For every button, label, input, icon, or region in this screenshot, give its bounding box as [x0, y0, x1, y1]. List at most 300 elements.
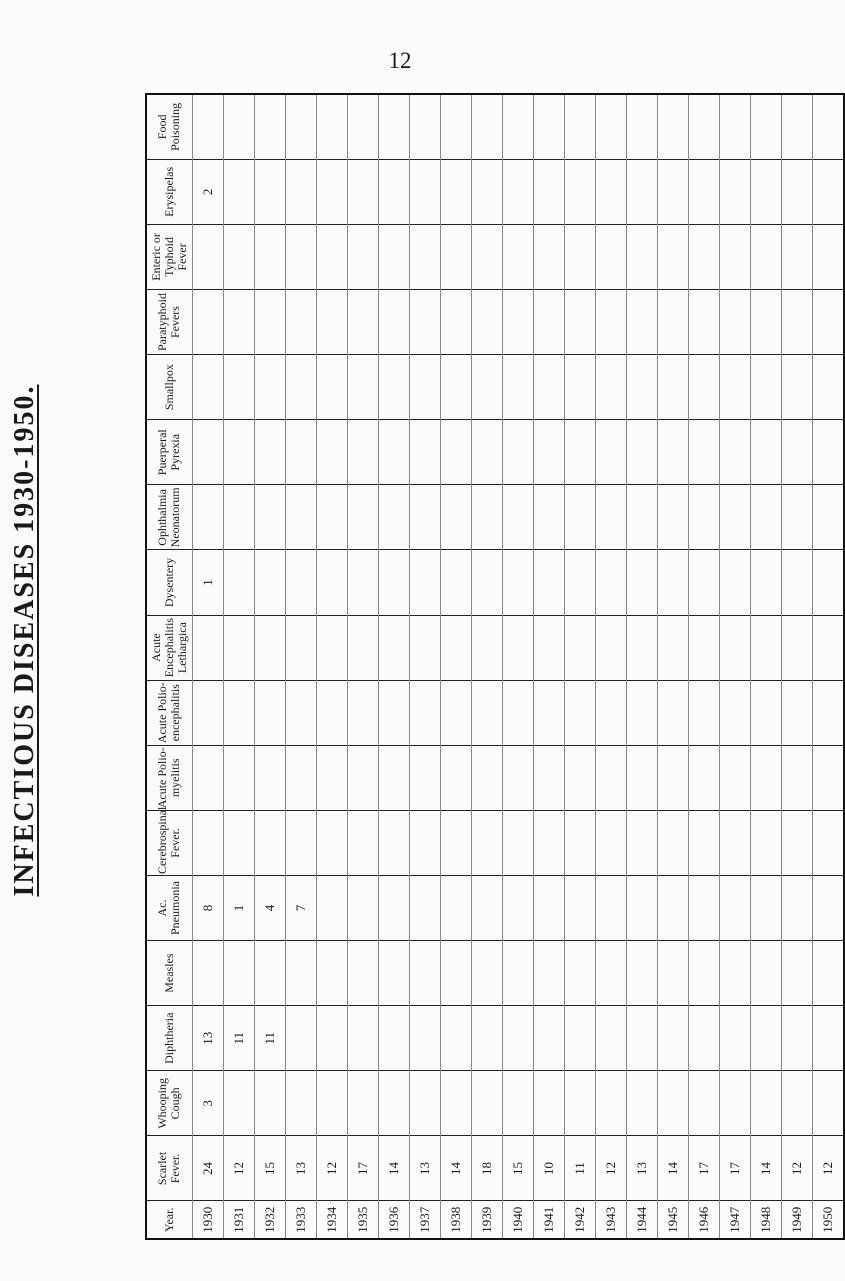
- column-header-polio: [146, 745, 192, 810]
- table-cell-pneumonia: 7: [285, 875, 316, 940]
- table-cell-polio: [440, 745, 471, 810]
- table-cell-dysentery: [347, 550, 378, 615]
- table-cell-smallpox: [192, 355, 223, 420]
- table-cell-puerperal: [223, 420, 254, 485]
- table-cell-measles: [192, 941, 223, 1006]
- table-cell-ophthalmia: [471, 485, 502, 550]
- table-cell-polio: [533, 745, 564, 810]
- table-cell-year: 1948: [750, 1201, 781, 1239]
- infectious-diseases-table: [145, 93, 845, 1240]
- table-cell-year: 1945: [657, 1201, 688, 1239]
- column-header-whooping: [146, 1071, 192, 1136]
- table-cell-pneumonia: [533, 875, 564, 940]
- table-cell-food_poisoning: [409, 94, 440, 159]
- table-row: [812, 94, 844, 1239]
- table-cell-dysentery: 1: [192, 550, 223, 615]
- column-header-label: Diphtheria: [161, 1012, 176, 1064]
- table-cell-year: 1930: [192, 1201, 223, 1239]
- table-cell-puerperal: [471, 420, 502, 485]
- table-cell-cerebrospinal: [812, 810, 844, 875]
- table-cell-paratyphoid: [440, 289, 471, 354]
- table-cell-scarlet: 15: [254, 1136, 285, 1201]
- table-cell-scarlet: 17: [347, 1136, 378, 1201]
- side-title: INFECTIOUS DISEASES 1930-1950.: [9, 384, 40, 897]
- table-cell-pneumonia: [378, 875, 409, 940]
- table-cell-puerperal: [688, 420, 719, 485]
- table-cell-puerperal: [440, 420, 471, 485]
- column-header-encephalitis_lethargica: [146, 615, 192, 680]
- table-cell-measles: [657, 941, 688, 1006]
- table-cell-ophthalmia: [254, 485, 285, 550]
- table-cell-enteric: [316, 224, 347, 289]
- table-cell-pneumonia: [440, 875, 471, 940]
- table-cell-erysipelas: [285, 159, 316, 224]
- table-cell-smallpox: [254, 355, 285, 420]
- table-cell-paratyphoid: [626, 289, 657, 354]
- table-cell-dysentery: [812, 550, 844, 615]
- table-cell-pneumonia: [781, 875, 812, 940]
- column-header-year: [146, 1201, 192, 1239]
- table-cell-cerebrospinal: [471, 810, 502, 875]
- column-header-label: Ophthalmia Neonatorum: [155, 487, 183, 548]
- table-cell-smallpox: [688, 355, 719, 420]
- table-cell-encephalitis_lethargica: [347, 615, 378, 680]
- table-cell-ophthalmia: [719, 485, 750, 550]
- table-cell-encephalitis: [192, 680, 223, 745]
- table-cell-whooping: [750, 1071, 781, 1136]
- table-cell-cerebrospinal: [750, 810, 781, 875]
- table-cell-smallpox: [812, 355, 844, 420]
- table-cell-smallpox: [440, 355, 471, 420]
- table-cell-cerebrospinal: [223, 810, 254, 875]
- table-cell-encephalitis: [440, 680, 471, 745]
- table-row: [564, 94, 595, 1239]
- table-cell-encephalitis_lethargica: [533, 615, 564, 680]
- table-cell-scarlet: 12: [781, 1136, 812, 1201]
- column-header-puerperal: [146, 420, 192, 485]
- table-cell-encephalitis: [378, 680, 409, 745]
- table-cell-dysentery: [564, 550, 595, 615]
- table-cell-paratyphoid: [502, 289, 533, 354]
- table-cell-year: 1942: [564, 1201, 595, 1239]
- table-cell-encephalitis_lethargica: [316, 615, 347, 680]
- table-cell-whooping: [657, 1071, 688, 1136]
- table-cell-cerebrospinal: [285, 810, 316, 875]
- column-header-label: Food Poisoning: [155, 102, 183, 151]
- table-cell-encephalitis_lethargica: [688, 615, 719, 680]
- table-cell-dysentery: [378, 550, 409, 615]
- column-header-label: Erysipelas: [161, 166, 176, 217]
- table-cell-smallpox: [626, 355, 657, 420]
- column-header-erysipelas: [146, 159, 192, 224]
- table-cell-paratyphoid: [719, 289, 750, 354]
- table-cell-encephalitis: [254, 680, 285, 745]
- table-cell-erysipelas: [378, 159, 409, 224]
- table-cell-whooping: [595, 1071, 626, 1136]
- table-cell-year: 1941: [533, 1201, 564, 1239]
- table-cell-scarlet: 13: [626, 1136, 657, 1201]
- table-cell-cerebrospinal: [595, 810, 626, 875]
- table-cell-paratyphoid: [347, 289, 378, 354]
- table-cell-ophthalmia: [378, 485, 409, 550]
- table-cell-measles: [564, 941, 595, 1006]
- table-row: [223, 94, 254, 1239]
- table-cell-year: 1933: [285, 1201, 316, 1239]
- table-cell-puerperal: [254, 420, 285, 485]
- table-cell-polio: [223, 745, 254, 810]
- table-cell-year: 1946: [688, 1201, 719, 1239]
- table-cell-diphtheria: [347, 1006, 378, 1071]
- column-header-measles: [146, 941, 192, 1006]
- table-cell-puerperal: [719, 420, 750, 485]
- table-cell-pneumonia: [719, 875, 750, 940]
- table-cell-encephalitis: [502, 680, 533, 745]
- table-cell-polio: [781, 745, 812, 810]
- column-header-paratyphoid: [146, 289, 192, 354]
- table-cell-year: 1949: [781, 1201, 812, 1239]
- table-cell-encephalitis: [688, 680, 719, 745]
- table-cell-cerebrospinal: [626, 810, 657, 875]
- table-cell-whooping: [440, 1071, 471, 1136]
- table-cell-erysipelas: [626, 159, 657, 224]
- table-cell-encephalitis: [781, 680, 812, 745]
- table-cell-erysipelas: [254, 159, 285, 224]
- table-cell-pneumonia: [750, 875, 781, 940]
- table-cell-diphtheria: [781, 1006, 812, 1071]
- table-cell-paratyphoid: [192, 289, 223, 354]
- table-cell-enteric: [409, 224, 440, 289]
- table-cell-ophthalmia: [347, 485, 378, 550]
- table-cell-enteric: [223, 224, 254, 289]
- table-cell-puerperal: [409, 420, 440, 485]
- table-row: [409, 94, 440, 1239]
- table-cell-enteric: [378, 224, 409, 289]
- table-row: [781, 94, 812, 1239]
- table-cell-encephalitis_lethargica: [781, 615, 812, 680]
- table-cell-smallpox: [347, 355, 378, 420]
- table-cell-erysipelas: [471, 159, 502, 224]
- table-cell-encephalitis_lethargica: [719, 615, 750, 680]
- table-cell-scarlet: 14: [750, 1136, 781, 1201]
- table-cell-measles: [533, 941, 564, 1006]
- table-cell-puerperal: [533, 420, 564, 485]
- table-cell-measles: [378, 941, 409, 1006]
- table-cell-enteric: [626, 224, 657, 289]
- table-cell-food_poisoning: [750, 94, 781, 159]
- table-cell-encephalitis_lethargica: [626, 615, 657, 680]
- table-cell-whooping: [347, 1071, 378, 1136]
- table-cell-scarlet: 13: [409, 1136, 440, 1201]
- table-cell-pneumonia: [347, 875, 378, 940]
- table-cell-encephalitis: [347, 680, 378, 745]
- table-cell-puerperal: [750, 420, 781, 485]
- table-cell-whooping: [409, 1071, 440, 1136]
- table-cell-food_poisoning: [719, 94, 750, 159]
- table-cell-diphtheria: [533, 1006, 564, 1071]
- column-header-label: Measles: [161, 953, 176, 993]
- table-cell-dysentery: [781, 550, 812, 615]
- table-cell-dysentery: [409, 550, 440, 615]
- table-cell-polio: [254, 745, 285, 810]
- table-cell-polio: [626, 745, 657, 810]
- table-cell-enteric: [347, 224, 378, 289]
- table-cell-food_poisoning: [192, 94, 223, 159]
- table-cell-whooping: [316, 1071, 347, 1136]
- table-cell-encephalitis_lethargica: [409, 615, 440, 680]
- table-cell-food_poisoning: [471, 94, 502, 159]
- table-cell-enteric: [285, 224, 316, 289]
- table-row: [595, 94, 626, 1239]
- table-cell-erysipelas: [781, 159, 812, 224]
- table-cell-whooping: [502, 1071, 533, 1136]
- table-cell-scarlet: 14: [440, 1136, 471, 1201]
- column-header-diphtheria: [146, 1006, 192, 1071]
- table-cell-enteric: [564, 224, 595, 289]
- table-cell-measles: [688, 941, 719, 1006]
- table-cell-measles: [626, 941, 657, 1006]
- table-cell-whooping: [533, 1071, 564, 1136]
- table-cell-diphtheria: [285, 1006, 316, 1071]
- table-cell-measles: [719, 941, 750, 1006]
- table-cell-encephalitis_lethargica: [285, 615, 316, 680]
- table-cell-smallpox: [502, 355, 533, 420]
- table-cell-measles: [595, 941, 626, 1006]
- table-cell-encephalitis_lethargica: [440, 615, 471, 680]
- table-cell-food_poisoning: [812, 94, 844, 159]
- table-cell-polio: [564, 745, 595, 810]
- table-cell-puerperal: [657, 420, 688, 485]
- table-cell-paratyphoid: [595, 289, 626, 354]
- table-header-row: [146, 94, 192, 1239]
- table-row: [471, 94, 502, 1239]
- table-cell-erysipelas: [657, 159, 688, 224]
- table-cell-diphtheria: [595, 1006, 626, 1071]
- table-cell-enteric: [657, 224, 688, 289]
- table-cell-diphtheria: [564, 1006, 595, 1071]
- table-cell-dysentery: [254, 550, 285, 615]
- table-cell-smallpox: [316, 355, 347, 420]
- table-cell-puerperal: [378, 420, 409, 485]
- table-cell-cerebrospinal: [347, 810, 378, 875]
- table-row: [626, 94, 657, 1239]
- table-row: [502, 94, 533, 1239]
- table-cell-encephalitis_lethargica: [192, 615, 223, 680]
- table-cell-erysipelas: [440, 159, 471, 224]
- table-cell-year: 1947: [719, 1201, 750, 1239]
- table-cell-dysentery: [471, 550, 502, 615]
- table-cell-encephalitis_lethargica: [595, 615, 626, 680]
- table-cell-dysentery: [657, 550, 688, 615]
- table-cell-measles: [254, 941, 285, 1006]
- column-header-scarlet: [146, 1136, 192, 1201]
- page-number: 12: [388, 48, 412, 73]
- table-cell-dysentery: [626, 550, 657, 615]
- table-cell-food_poisoning: [347, 94, 378, 159]
- table-cell-paratyphoid: [378, 289, 409, 354]
- table-cell-encephalitis_lethargica: [378, 615, 409, 680]
- table-cell-dysentery: [316, 550, 347, 615]
- table-cell-dysentery: [223, 550, 254, 615]
- table-cell-ophthalmia: [285, 485, 316, 550]
- table-cell-diphtheria: [502, 1006, 533, 1071]
- table-cell-pneumonia: [595, 875, 626, 940]
- column-header-encephalitis: [146, 680, 192, 745]
- table-cell-paratyphoid: [471, 289, 502, 354]
- table-cell-enteric: [719, 224, 750, 289]
- table-cell-puerperal: [192, 420, 223, 485]
- column-header-label: Enteric or Typhoid Fever: [148, 233, 189, 281]
- table-cell-cerebrospinal: [533, 810, 564, 875]
- table-cell-scarlet: 12: [812, 1136, 844, 1201]
- table-cell-measles: [347, 941, 378, 1006]
- table-row: [254, 94, 285, 1239]
- table-cell-whooping: [719, 1071, 750, 1136]
- table-cell-polio: [750, 745, 781, 810]
- table-cell-scarlet: 17: [719, 1136, 750, 1201]
- table-cell-food_poisoning: [254, 94, 285, 159]
- table-cell-whooping: [564, 1071, 595, 1136]
- table-cell-polio: [471, 745, 502, 810]
- table-cell-measles: [223, 941, 254, 1006]
- column-header-label: Scarlet Fever.: [155, 1151, 183, 1186]
- table-row: [719, 94, 750, 1239]
- table-cell-ophthalmia: [595, 485, 626, 550]
- table-cell-pneumonia: 1: [223, 875, 254, 940]
- table-cell-polio: [409, 745, 440, 810]
- table-cell-puerperal: [781, 420, 812, 485]
- column-header-smallpox: [146, 355, 192, 420]
- table-cell-paratyphoid: [564, 289, 595, 354]
- table-cell-enteric: [440, 224, 471, 289]
- table-cell-enteric: [812, 224, 844, 289]
- table-row: [316, 94, 347, 1239]
- table-cell-pneumonia: 4: [254, 875, 285, 940]
- table-cell-whooping: [781, 1071, 812, 1136]
- table-cell-smallpox: [223, 355, 254, 420]
- table-cell-paratyphoid: [254, 289, 285, 354]
- table-cell-food_poisoning: [626, 94, 657, 159]
- table-row: [347, 94, 378, 1239]
- table-cell-enteric: [254, 224, 285, 289]
- table-cell-diphtheria: [378, 1006, 409, 1071]
- table-body: [192, 94, 844, 1239]
- table-cell-ophthalmia: [750, 485, 781, 550]
- table-cell-pneumonia: [626, 875, 657, 940]
- table-cell-cerebrospinal: [440, 810, 471, 875]
- table-cell-ophthalmia: [781, 485, 812, 550]
- column-header-label: Acute Polio-encephalitis: [155, 682, 183, 744]
- column-header-cerebrospinal: [146, 806, 192, 875]
- table-cell-dysentery: [688, 550, 719, 615]
- table-row: [533, 94, 564, 1239]
- table-cell-cerebrospinal: [564, 810, 595, 875]
- table-cell-pneumonia: [471, 875, 502, 940]
- table-cell-pneumonia: [409, 875, 440, 940]
- table-cell-erysipelas: [719, 159, 750, 224]
- table-cell-year: 1936: [378, 1201, 409, 1239]
- table-cell-puerperal: [502, 420, 533, 485]
- table-cell-paratyphoid: [688, 289, 719, 354]
- table-cell-scarlet: 10: [533, 1136, 564, 1201]
- table-cell-ophthalmia: [688, 485, 719, 550]
- table-cell-erysipelas: [347, 159, 378, 224]
- table-cell-encephalitis: [564, 680, 595, 745]
- table-cell-dysentery: [440, 550, 471, 615]
- table-cell-diphtheria: [316, 1006, 347, 1071]
- table-cell-year: 1937: [409, 1201, 440, 1239]
- table-cell-dysentery: [502, 550, 533, 615]
- table-cell-pneumonia: [688, 875, 719, 940]
- table-cell-diphtheria: [750, 1006, 781, 1071]
- table-cell-polio: [595, 745, 626, 810]
- table-cell-scarlet: 15: [502, 1136, 533, 1201]
- table-cell-measles: [502, 941, 533, 1006]
- table-cell-enteric: [688, 224, 719, 289]
- table-row: [657, 94, 688, 1239]
- table-cell-erysipelas: [750, 159, 781, 224]
- table-cell-encephalitis: [719, 680, 750, 745]
- table-cell-whooping: [285, 1071, 316, 1136]
- table-cell-puerperal: [316, 420, 347, 485]
- table-cell-paratyphoid: [223, 289, 254, 354]
- table-cell-cerebrospinal: [781, 810, 812, 875]
- table-cell-whooping: [378, 1071, 409, 1136]
- table-cell-polio: [719, 745, 750, 810]
- table-cell-encephalitis: [533, 680, 564, 745]
- table-cell-erysipelas: [223, 159, 254, 224]
- table-cell-whooping: [471, 1071, 502, 1136]
- table-cell-ophthalmia: [502, 485, 533, 550]
- table-cell-paratyphoid: [285, 289, 316, 354]
- table-cell-diphtheria: [657, 1006, 688, 1071]
- table-row: [688, 94, 719, 1239]
- table-cell-food_poisoning: [595, 94, 626, 159]
- table-cell-dysentery: [719, 550, 750, 615]
- table-cell-polio: [657, 745, 688, 810]
- table-cell-enteric: [750, 224, 781, 289]
- table-cell-whooping: [254, 1071, 285, 1136]
- table-cell-food_poisoning: [502, 94, 533, 159]
- table-cell-pneumonia: [812, 875, 844, 940]
- table-cell-erysipelas: [595, 159, 626, 224]
- table-cell-food_poisoning: [378, 94, 409, 159]
- table-cell-dysentery: [533, 550, 564, 615]
- table-cell-year: 1931: [223, 1201, 254, 1239]
- column-header-label: Dysentery: [161, 557, 176, 608]
- table-cell-enteric: [781, 224, 812, 289]
- table-cell-smallpox: [564, 355, 595, 420]
- table-cell-measles: [440, 941, 471, 1006]
- column-header-label: Whooping Cough: [155, 1078, 183, 1129]
- table-cell-whooping: [223, 1071, 254, 1136]
- table-cell-dysentery: [750, 550, 781, 615]
- table-cell-enteric: [533, 224, 564, 289]
- table-row: [378, 94, 409, 1239]
- table-cell-paratyphoid: [750, 289, 781, 354]
- table-cell-diphtheria: 11: [254, 1006, 285, 1071]
- table-cell-dysentery: [285, 550, 316, 615]
- table-cell-enteric: [471, 224, 502, 289]
- table-cell-scarlet: 14: [657, 1136, 688, 1201]
- table-cell-diphtheria: 13: [192, 1006, 223, 1071]
- table-cell-paratyphoid: [657, 289, 688, 354]
- column-header-label: Acute Polio-myelitis: [155, 747, 183, 809]
- table-cell-diphtheria: 11: [223, 1006, 254, 1071]
- table-cell-measles: [471, 941, 502, 1006]
- table-cell-year: 1950: [812, 1201, 844, 1239]
- table-cell-paratyphoid: [316, 289, 347, 354]
- table-cell-ophthalmia: [533, 485, 564, 550]
